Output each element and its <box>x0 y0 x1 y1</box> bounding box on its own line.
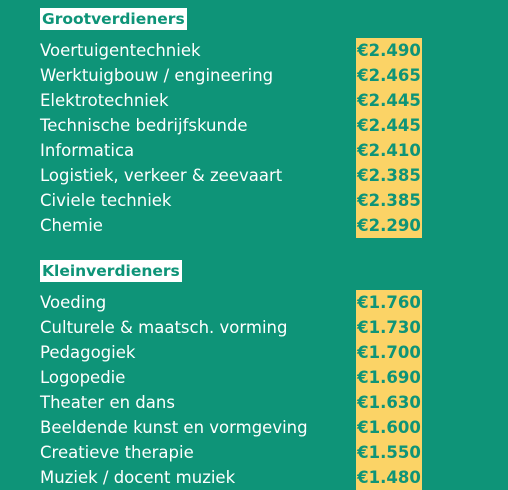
row-value: €1.730 <box>357 318 421 337</box>
row-label: Elektrotechniek <box>40 91 169 110</box>
table-row <box>0 163 508 188</box>
table-row <box>0 415 508 440</box>
table-row <box>0 213 508 238</box>
row-value: €1.550 <box>357 443 421 462</box>
table-row <box>0 113 508 138</box>
table-row <box>0 340 508 365</box>
table-row <box>0 390 508 415</box>
row-value: €2.290 <box>357 216 421 235</box>
row-value: €2.410 <box>357 141 421 160</box>
row-label: Civiele techniek <box>40 191 172 210</box>
row-label: Voertuigentechniek <box>40 41 201 60</box>
row-label: Culturele & maatsch. vorming <box>40 318 288 337</box>
table-row <box>0 88 508 113</box>
row-label: Pedagogiek <box>40 343 136 362</box>
row-label: Beeldende kunst en vormgeving <box>40 418 308 437</box>
row-value: €1.760 <box>357 293 421 312</box>
row-value: €1.630 <box>357 393 421 412</box>
row-value: €2.465 <box>357 66 421 85</box>
row-label: Logistiek, verkeer & zeevaart <box>40 166 283 185</box>
row-value: €2.445 <box>357 91 421 110</box>
row-value: €2.385 <box>357 191 421 210</box>
table-row <box>0 63 508 88</box>
section-title: Grootverdieners <box>42 10 185 28</box>
table-row <box>0 188 508 213</box>
row-label: Creatieve therapie <box>40 443 194 462</box>
row-label: Muziek / docent muziek <box>40 468 236 487</box>
row-value: €1.700 <box>357 343 421 362</box>
row-value: €2.385 <box>357 166 421 185</box>
row-label: Werktuigbouw / engineering <box>40 66 274 85</box>
table-row <box>0 38 508 63</box>
table-row <box>0 365 508 390</box>
table-row <box>0 440 508 465</box>
row-value: €2.445 <box>357 116 421 135</box>
row-value: €1.600 <box>357 418 421 437</box>
row-label: Technische bedrijfskunde <box>40 116 248 135</box>
row-value: €1.480 <box>357 468 421 487</box>
row-label: Informatica <box>40 141 135 160</box>
row-label: Logopedie <box>40 368 126 387</box>
row-label: Theater en dans <box>40 393 175 412</box>
row-label: Voeding <box>40 293 107 312</box>
row-label: Chemie <box>40 216 103 235</box>
table-row <box>0 138 508 163</box>
table-row <box>0 315 508 340</box>
table-row <box>0 465 508 490</box>
section-title: Kleinverdieners <box>42 262 180 280</box>
table-row <box>0 290 508 315</box>
row-value: €1.690 <box>357 368 421 387</box>
row-value: €2.490 <box>357 41 421 60</box>
